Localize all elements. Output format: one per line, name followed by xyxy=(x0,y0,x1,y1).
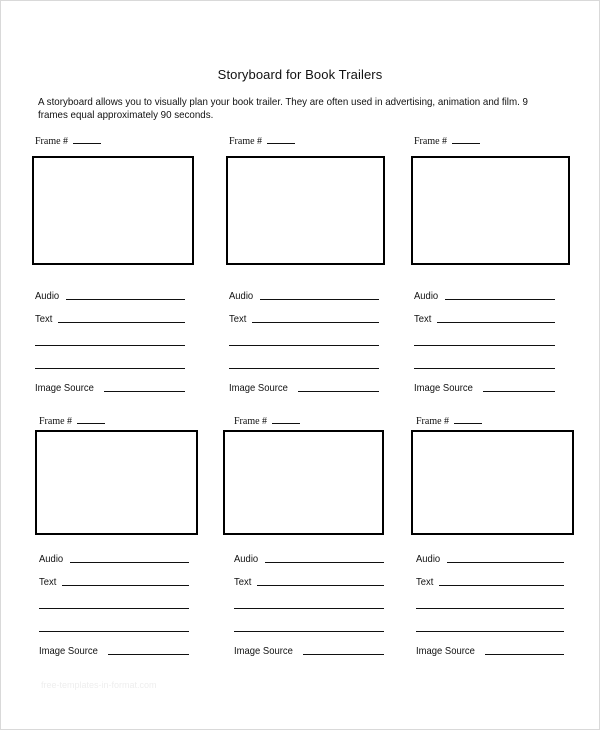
image-source-field[interactable]: Image Source xyxy=(39,643,189,657)
image-source-field[interactable]: Image Source xyxy=(35,380,185,394)
image-source-field[interactable]: Image Source xyxy=(229,380,379,394)
text-field[interactable]: Text xyxy=(414,311,555,325)
frame-panel-4 xyxy=(39,414,199,664)
text-line[interactable] xyxy=(229,368,379,369)
frame-number-blank[interactable] xyxy=(73,134,101,144)
frame-number-blank[interactable] xyxy=(454,414,482,424)
frame-number-label: Frame # xyxy=(414,134,480,147)
text-line[interactable] xyxy=(35,345,185,346)
frame-sketch-box[interactable] xyxy=(411,156,570,265)
image-source-field[interactable]: Image Source xyxy=(414,380,555,394)
intro-paragraph: A storyboard allows you to visually plan your book trailer. They are often used in advertising, animation and film. 9 frames equal approximately 90 seconds. xyxy=(38,96,528,121)
audio-field[interactable]: Audio xyxy=(414,288,555,302)
text-line[interactable] xyxy=(414,368,555,369)
audio-field[interactable]: Audio xyxy=(229,288,379,302)
watermark-text: free-templates-in-format.com xyxy=(41,680,157,690)
text-line[interactable] xyxy=(39,608,189,609)
frame-panel-5 xyxy=(234,414,394,664)
frame-number-blank[interactable] xyxy=(452,134,480,144)
frame-panel-3 xyxy=(414,134,574,394)
frame-sketch-box[interactable] xyxy=(32,156,194,265)
text-line[interactable] xyxy=(234,631,384,632)
frame-number-label: Frame # xyxy=(35,134,101,147)
frame-number-label: Frame # xyxy=(234,414,300,427)
frame-panel-6 xyxy=(416,414,576,664)
text-line[interactable] xyxy=(39,631,189,632)
text-line[interactable] xyxy=(416,631,564,632)
text-line[interactable] xyxy=(234,608,384,609)
text-line[interactable] xyxy=(35,368,185,369)
frame-number-label: Frame # xyxy=(416,414,482,427)
frame-sketch-box[interactable] xyxy=(35,430,198,535)
frame-number-blank[interactable] xyxy=(267,134,295,144)
text-field[interactable]: Text xyxy=(35,311,185,325)
text-line[interactable] xyxy=(229,345,379,346)
frame-sketch-box[interactable] xyxy=(411,430,574,535)
text-field[interactable]: Text xyxy=(416,574,564,588)
audio-field[interactable]: Audio xyxy=(35,288,185,302)
frame-number-blank[interactable] xyxy=(77,414,105,424)
text-field[interactable]: Text xyxy=(229,311,379,325)
frame-panel-2 xyxy=(229,134,389,394)
text-line[interactable] xyxy=(416,608,564,609)
text-line[interactable] xyxy=(414,345,555,346)
image-source-field[interactable]: Image Source xyxy=(234,643,384,657)
image-source-field[interactable]: Image Source xyxy=(416,643,564,657)
audio-field[interactable]: Audio xyxy=(416,551,564,565)
audio-field[interactable]: Audio xyxy=(39,551,189,565)
frame-sketch-box[interactable] xyxy=(226,156,385,265)
audio-field[interactable]: Audio xyxy=(234,551,384,565)
frame-number-label: Frame # xyxy=(39,414,105,427)
text-field[interactable]: Text xyxy=(39,574,189,588)
frame-number-blank[interactable] xyxy=(272,414,300,424)
text-field[interactable]: Text xyxy=(234,574,384,588)
page-title: Storyboard for Book Trailers xyxy=(217,67,383,82)
frame-panel-1 xyxy=(35,134,195,394)
frame-number-label: Frame # xyxy=(229,134,295,147)
frame-sketch-box[interactable] xyxy=(223,430,384,535)
